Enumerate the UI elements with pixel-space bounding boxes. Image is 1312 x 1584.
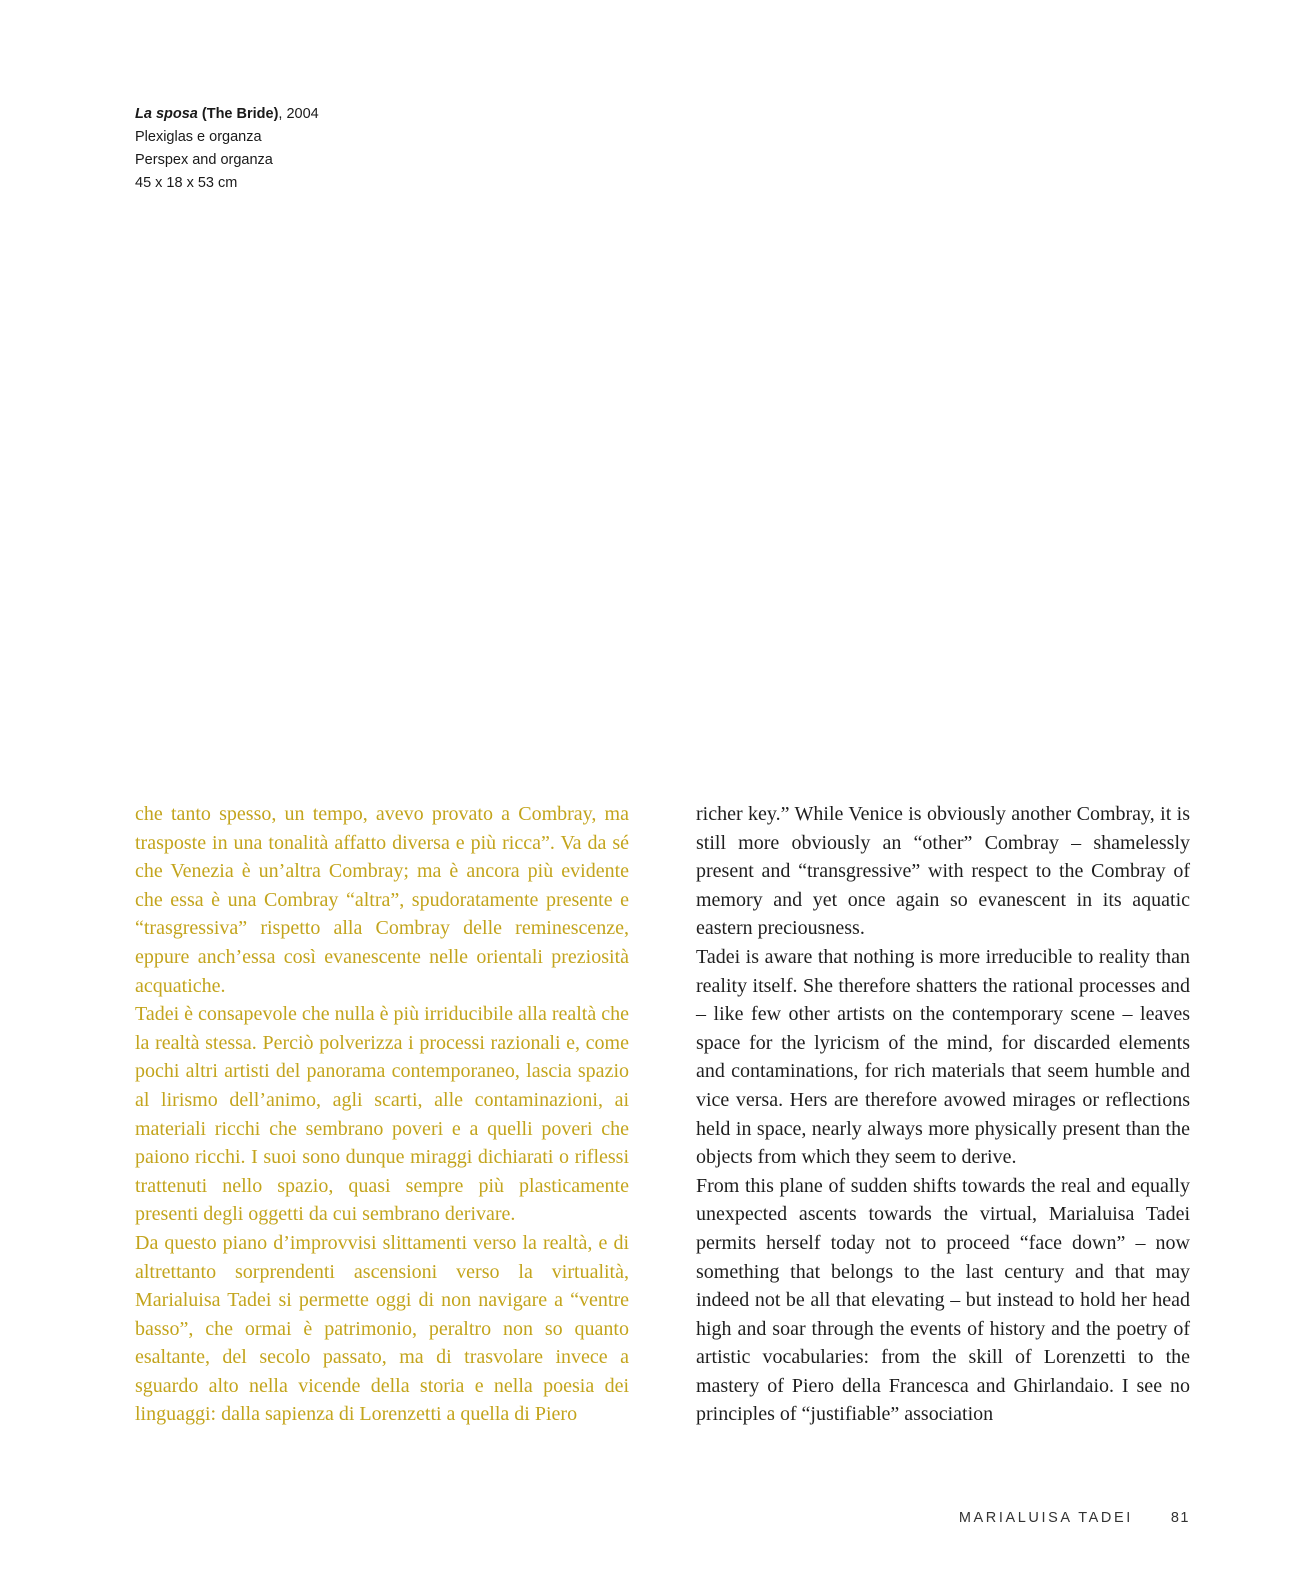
italian-paragraph-2: Tadei è consapevole che nulla è più irriducibile alla realtà che la realtà stessa. Perciò polverizza i processi razionali e, come pochi altri artisti del panorama contemporaneo, lascia spazio al lirismo dell’animo, agli scarti, alle contaminazioni, ai materiali ricchi che sembrano poveri e a quelli poveri che paiono ricchi. I suoi sono dunque miraggi dichiarati o riflessi trattenuti nello spazio, quasi sempre più plasticamente presenti degli oggetti da cui sembrano derivare.: [135, 1003, 629, 1226]
caption-title-line: [135, 103, 319, 126]
english-paragraph-2: Tadei is aware that nothing is more irreducible to reality than reality itself. She therefore shatters the rational processes and – like few other artists on the contemporary scene – leaves space for the lyricism of the mind, for discarded elements and contaminations, for rich materials that seem humble and vice versa. Hers are therefore avowed mirages or reflections held in space, nearly always more physically present than the objects from which they seem to derive.: [696, 945, 1190, 1169]
english-text-column: [696, 800, 1190, 1429]
italian-text-column: [135, 800, 629, 1429]
caption-material-english: Perspex and organza: [135, 152, 273, 168]
english-paragraph-3: From this plane of sudden shifts towards the real and equally unexpected ascents towards the virtual, Marialuisa Tadei permits herself today not to proceed “face down” – now something that belongs to the last century and that may indeed not be all that elevating – but instead to hold her head high and soar through the events of history and the poetry of artistic vocabularies: from the skill of Lorenzetti to the mastery of Piero della Francesca and Ghirlandaio. I see no principles of “justifiable” association: [696, 1174, 1190, 1426]
page-footer: [959, 1510, 1190, 1526]
english-paragraph-1: richer key.” While Venice is obviously another Combray, it is still more obviously an “other” Combray – shamelessly present and “transgressive” with respect to the Combray of memory and yet once again so evanescent in its aquatic eastern preciousness.: [696, 803, 1190, 940]
caption-title-english: (The Bride): [201, 106, 279, 122]
caption-dimensions: 45 x 18 x 53 cm: [135, 175, 238, 191]
page-number: 81: [1170, 1510, 1190, 1526]
caption-title-italian: La sposa: [135, 106, 198, 122]
running-footer-author: MARIALUISA TADEI: [958, 1510, 1133, 1526]
italian-paragraph-3: Da questo piano d’improvvisi slittamenti verso la realtà, e di altrettanto sorprendenti ascensioni verso la virtualità, Marialuisa Tadei si permette oggi di non navigare a “ventre basso”, che ormai è patrimonio, peraltro non so quanto esaltante, del secolo passato, ma di trasvolare invece a sguardo alto nella vicende della storia e nella poesia dei linguaggi: dalla sapienza di Lorenzetti a quella di Piero: [135, 1231, 629, 1426]
caption-material-italian: Plexiglas e organza: [135, 129, 262, 145]
artwork-caption: [135, 103, 319, 195]
italian-paragraph-1: che tanto spesso, un tempo, avevo provato a Combray, ma trasposte in una tonalità affatto diversa e più ricca”. Va da sé che Venezia è un’altra Combray; ma è ancora più evidente che essa è una Combray “altra”, spudoratamente presente e “trasgressiva” rispetto alla Combray delle reminescenze, eppure anch’essa così evanescente nelle orientali preziosità acquatiche.: [135, 803, 629, 997]
caption-year: , 2004: [278, 106, 319, 122]
